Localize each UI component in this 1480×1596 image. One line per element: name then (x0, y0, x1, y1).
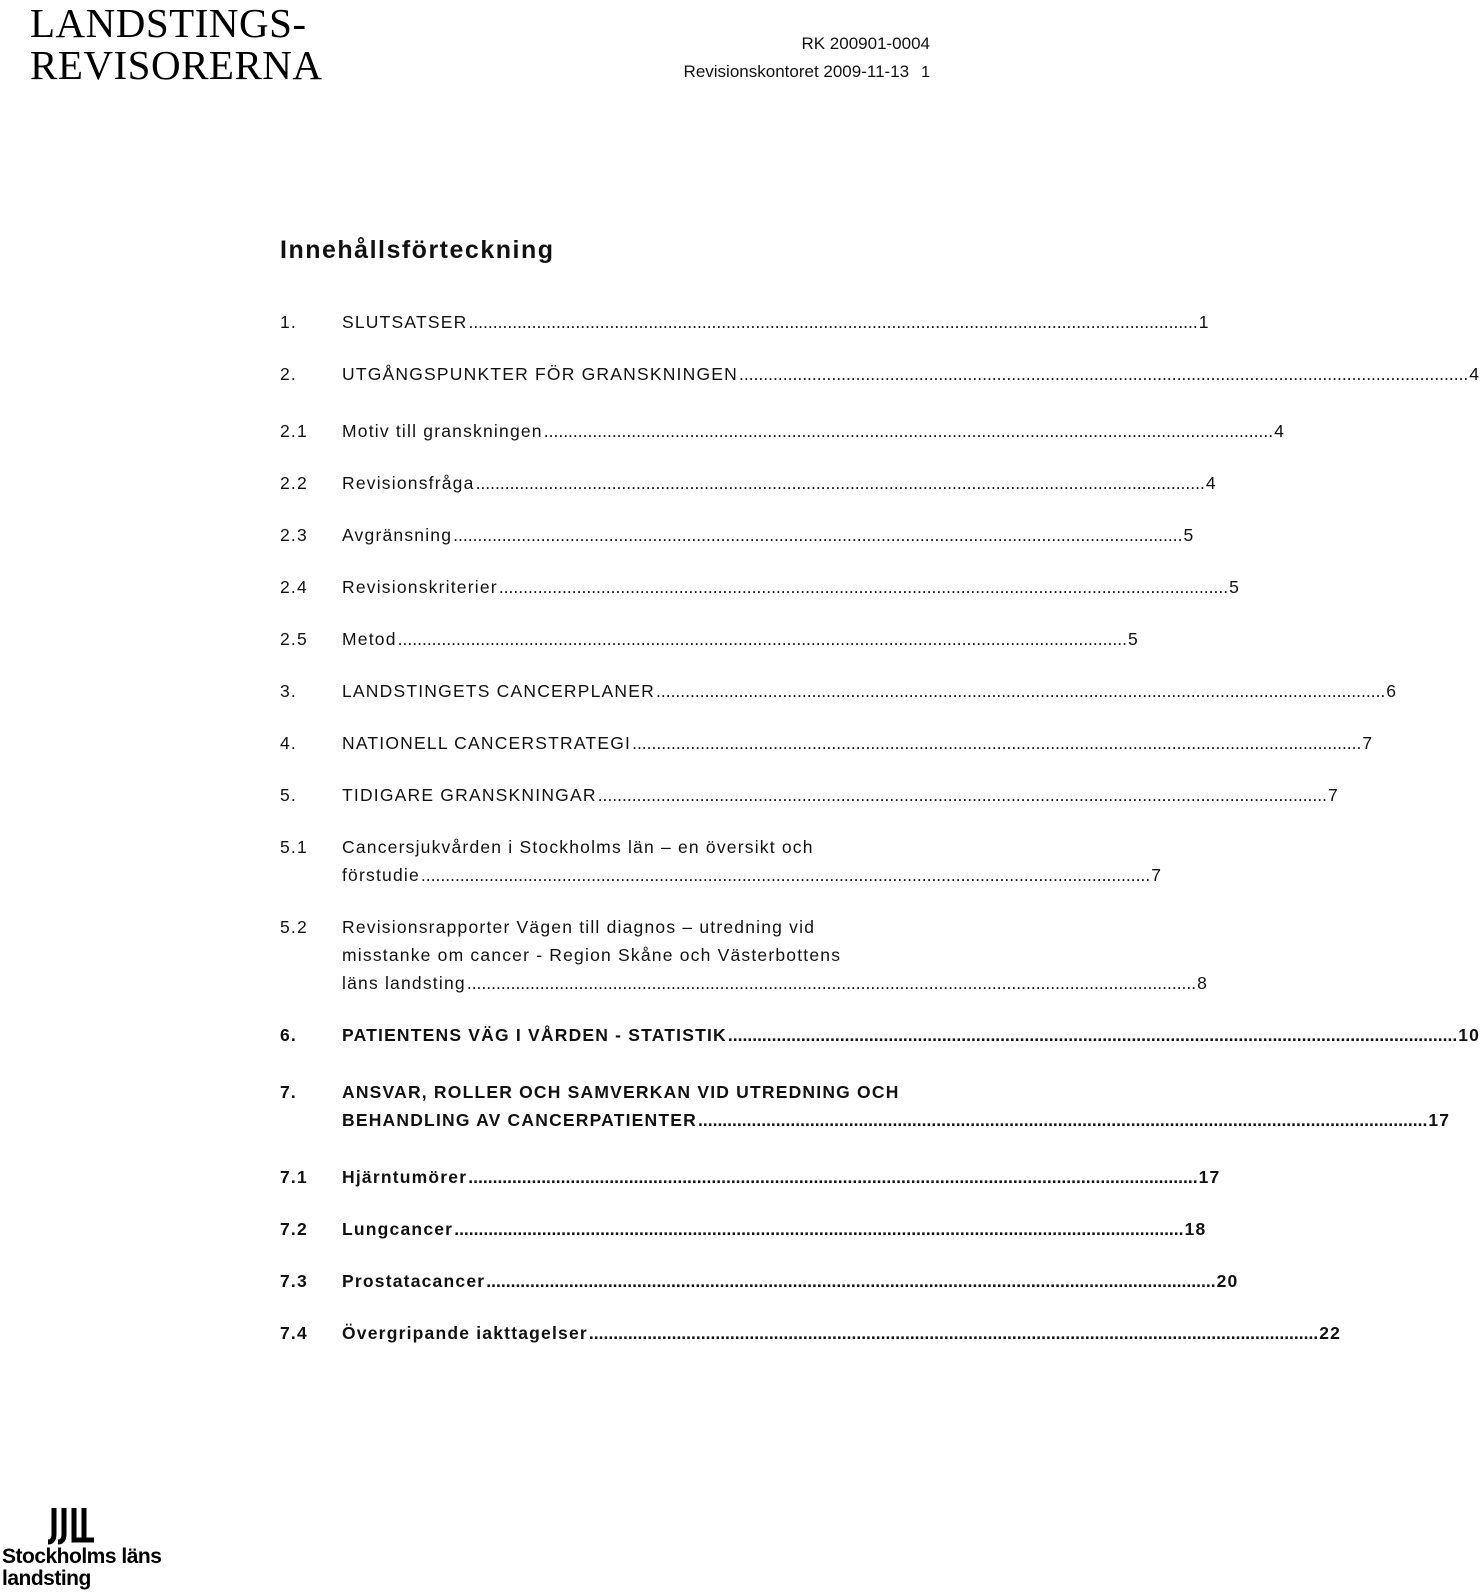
toc-entry-text: SLUTSATSER (342, 312, 468, 332)
toc-entry-number: 2.3 (280, 525, 308, 545)
toc-entry-text: Avgränsning (342, 525, 453, 545)
toc-entry[interactable] (280, 521, 1195, 549)
dot-leader (454, 1215, 1183, 1243)
dot-leader (476, 469, 1205, 497)
dot-leader (728, 1021, 1457, 1049)
toc-entry-body (342, 469, 1217, 497)
toc-entry-number: 7.3 (280, 1271, 308, 1291)
toc-entry-number: 2.2 (280, 473, 308, 493)
toc-entry-body (342, 360, 1480, 388)
toc-entry-text: Prostatacancer (342, 1271, 486, 1291)
dot-leader (468, 1163, 1197, 1191)
toc-entry-body (342, 308, 1210, 336)
toc-entry-page: 7 (1362, 733, 1374, 753)
toc-entry-text: Metod (342, 629, 397, 649)
toc-entry-text: Cancersjukvården i Stockholms län – en översikt och (342, 837, 814, 857)
toc-entry[interactable] (280, 308, 1210, 336)
dot-leader (598, 781, 1327, 809)
toc-entry-body (342, 625, 1139, 653)
toc-entry[interactable] (280, 573, 1241, 601)
toc-entry-page: 7 (1328, 785, 1339, 805)
toc-entry-page: 4 (1469, 364, 1480, 384)
toc-entry[interactable] (280, 625, 1139, 653)
toc-entry-page: 5 (1183, 525, 1195, 545)
page-number: 1 (921, 64, 930, 81)
dot-leader (739, 360, 1468, 388)
toc-entry[interactable] (280, 677, 1398, 705)
toc-entry-number: 2.5 (280, 629, 308, 649)
toc-entry-text: Motiv till granskningen (342, 421, 543, 441)
toc-entry-page: 6 (1386, 681, 1398, 701)
toc-entry-number: 3. (280, 681, 297, 701)
toc-entry-page: 4 (1205, 473, 1217, 493)
toc-entry-page: 5 (1229, 577, 1241, 597)
toc-entry-number: 7.4 (280, 1323, 308, 1343)
toc-entry-page: 7 (1151, 865, 1163, 885)
toc-entry-body (342, 573, 1240, 601)
toc-entry-number: 5.2 (280, 917, 308, 937)
toc-entry[interactable] (280, 1021, 1480, 1049)
toc-entry[interactable] (280, 729, 1374, 757)
toc-entry-number: 2. (280, 364, 297, 384)
dot-leader (468, 308, 1197, 336)
dot-leader (698, 1106, 1427, 1134)
logo-line-2: REVISORERNA (30, 42, 323, 88)
dot-leader (398, 625, 1127, 653)
toc-entry-number: 2.1 (280, 421, 308, 441)
toc-entry[interactable] (280, 469, 1217, 497)
toc-entry-body (342, 1021, 1480, 1049)
toc-entry-body (342, 729, 1373, 757)
dot-leader (589, 1319, 1318, 1347)
toc-entry-text: Hjärntumörer (342, 1167, 468, 1187)
dot-leader (467, 969, 1196, 997)
toc-entry-body (342, 1078, 1450, 1134)
toc-entry-number: 2.4 (280, 577, 308, 597)
toc-entry-text: misstanke om cancer - Region Skåne och Västerbottens (342, 945, 842, 965)
toc-entry-page: 10 (1458, 1025, 1480, 1045)
toc-entry-page: 8 (1197, 973, 1209, 993)
table-of-contents (280, 308, 1480, 1371)
toc-entry[interactable] (280, 1267, 1239, 1295)
toc-entry-text: förstudie (342, 865, 420, 885)
toc-entry-text: Övergripande iakttagelser (342, 1323, 588, 1343)
toc-entry-text: UTGÅNGSPUNKTER FÖR GRANSKNINGEN (342, 364, 738, 384)
toc-entry-body (342, 521, 1194, 549)
logo-line-1: LANDSTINGS- (30, 0, 307, 46)
toc-entry-body (342, 781, 1339, 809)
toc-entry-page: 5 (1127, 629, 1139, 649)
toc-entry-page: 18 (1184, 1219, 1207, 1239)
dot-leader (453, 521, 1182, 549)
toc-entry-text: PATIENTENS VÄG I VÅRDEN - STATISTIK (342, 1025, 727, 1045)
office-date-line (684, 58, 930, 87)
toc-entry-body (342, 677, 1397, 705)
dot-leader (656, 677, 1385, 705)
toc-entry-body (342, 1215, 1206, 1243)
office-date: Revisionskontoret 2009-11-13 (683, 62, 910, 81)
dot-leader (544, 417, 1273, 445)
toc-entry-text: Revisionsfråga (342, 473, 475, 493)
toc-entry-page: 4 (1274, 421, 1285, 441)
toc-entry-body (342, 1319, 1341, 1347)
toc-entry[interactable] (280, 1078, 1451, 1134)
toc-entry[interactable] (280, 781, 1339, 809)
logo-bottom-line-2: landsting (2, 1567, 91, 1590)
toc-entry-text: ANSVAR, ROLLER OCH SAMVERKAN VID UTREDNING OCH (342, 1082, 900, 1102)
toc-entry-number: 1. (280, 312, 297, 332)
toc-entry-page: 17 (1428, 1110, 1451, 1130)
toc-entry-body (342, 417, 1285, 445)
stockholms-lans-landsting-logo (2, 1508, 162, 1590)
dot-leader (421, 861, 1150, 889)
toc-entry-text: NATIONELL CANCERSTRATEGI (342, 733, 632, 753)
toc-entry-number: 7.2 (280, 1219, 308, 1239)
document-reference: RK 200901-0004 (801, 34, 930, 53)
toc-entry-body (342, 1163, 1220, 1191)
toc-entry-body (342, 833, 1162, 889)
toc-entry-page: 22 (1319, 1323, 1342, 1343)
dot-leader (632, 729, 1361, 757)
sll-emblem-icon (50, 1508, 98, 1546)
toc-entry-text: Revisionsrapporter Vägen till diagnos – utredning vid (342, 917, 816, 937)
landstingsrevisorerna-logo (30, 2, 323, 86)
toc-entry-body (342, 1267, 1238, 1295)
toc-entry[interactable] (280, 1163, 1221, 1191)
toc-entry[interactable] (280, 913, 1209, 997)
toc-entry[interactable] (280, 417, 1285, 445)
dot-leader (486, 1267, 1215, 1295)
logo-bottom-line-1: Stockholms läns (2, 1545, 162, 1568)
toc-entry-number: 4. (280, 733, 297, 753)
toc-entry-number: 5. (280, 785, 297, 805)
toc-entry-text: Revisionskriterier (342, 577, 498, 597)
toc-entry[interactable] (280, 1319, 1342, 1347)
toc-entry[interactable] (280, 833, 1163, 889)
toc-entry-page: 20 (1216, 1271, 1239, 1291)
toc-entry-number: 5.1 (280, 837, 308, 857)
toc-entry-number: 6. (280, 1025, 297, 1045)
dot-leader (499, 573, 1228, 601)
toc-entry-page: 1 (1198, 312, 1210, 332)
toc-entry-text: TIDIGARE GRANSKNINGAR (342, 785, 597, 805)
toc-entry[interactable] (280, 360, 1480, 388)
toc-entry-text: LANDSTINGETS CANCERPLANER (342, 681, 655, 701)
toc-entry-page: 17 (1198, 1167, 1221, 1187)
toc-entry-number: 7.1 (280, 1167, 308, 1187)
toc-entry-text: Lungcancer (342, 1219, 454, 1239)
toc-entry-text: BEHANDLING AV CANCERPATIENTER (342, 1110, 697, 1130)
toc-entry-text: läns landsting (342, 973, 466, 993)
toc-entry-number: 7. (280, 1082, 297, 1102)
toc-title: Innehållsförteckning (280, 236, 555, 264)
document-header (684, 30, 930, 87)
toc-entry-body (342, 913, 1208, 997)
toc-entry[interactable] (280, 1215, 1207, 1243)
